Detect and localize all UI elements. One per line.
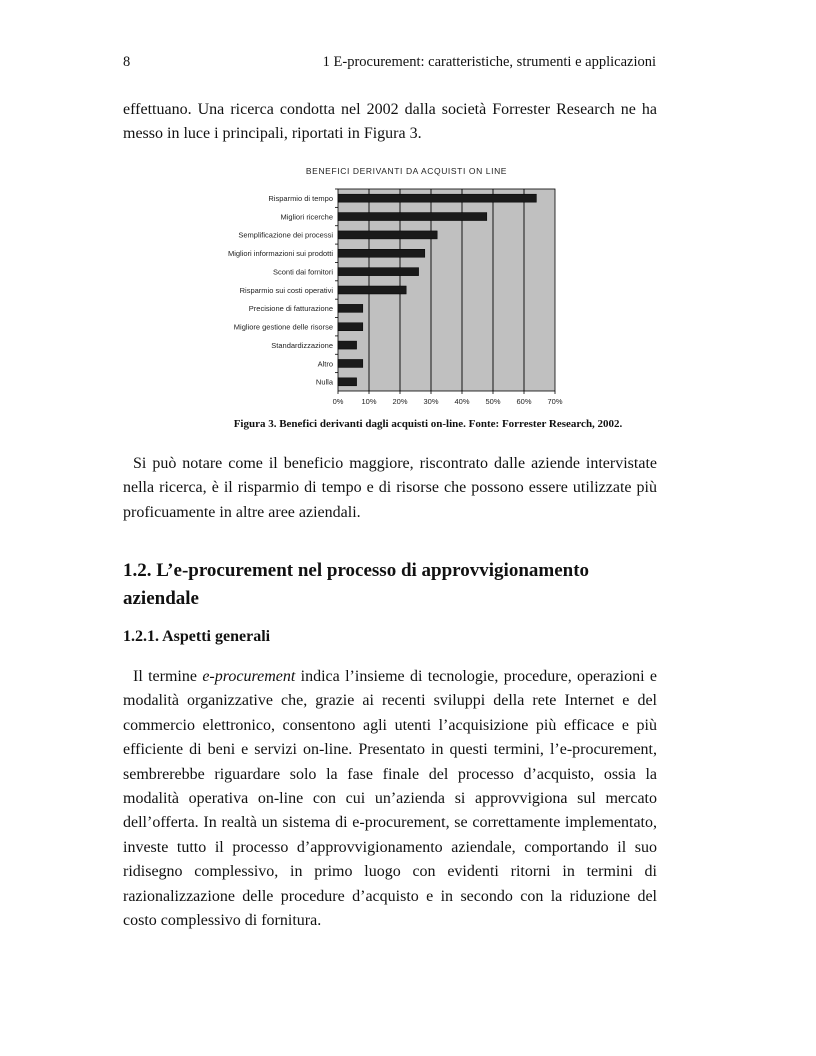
bar [338,268,419,276]
category-label: Nulla [315,377,333,387]
category-label: Altro [317,359,333,369]
bar [338,378,357,386]
category-label: Risparmio di tempo [268,193,333,203]
category-label: Risparmio sui costi operativi [239,285,333,295]
page-number: 8 [123,54,131,70]
running-title: 1 E-procurement: caratteristiche, strumenti e applicazioni [322,54,656,70]
bar [338,341,357,349]
figure-caption: Figura 3. Benefici derivanti dagli acquisti on-line. Fonte: Forrester Research, 2002. [233,418,623,430]
category-label: Sconti dai fornitori [272,267,333,277]
figure-3-chart [200,162,620,414]
body-rest: indica l’insieme di tecnologie, procedure, operazioni e modalità organizzative che, grazie ai recenti sviluppi della rete Internet e del commercio elettronico, consentono agli utenti l’acquisizione più efficace e più efficiente di beni e servizi on-line. Presentato in questi termini, l’e-procurement, sembrerebbe riguardare solo la fase finale del processo d’acquisto, ossia la modalità operativa on-line con cui un’azienda si approvvigiona sul mercato dell’offerta. In realtà un sistema di e-procurement, se correttamente implementato, investe tutto il processo d’approvvigionamento aziendale, comportando il suo ridisegno complessivo, in primo luogo con evidenti ritorni in termini di razionalizzazione delle procedure d’acquisto e in secondo con la riduzione del costo complessivo di fornitura. [123,668,658,930]
bar [338,304,363,312]
category-label: Standardizzazione [271,340,333,350]
intro-paragraph: effettuano. Una ricerca condotta nel 2002 dalla società Forrester Research ne ha messo in luce i principali, riportati in Figura 3. [123,101,657,143]
x-tick-label: 30% [423,397,439,406]
body-lead: Il termine [133,668,203,685]
category-label: Precisione di fatturazione [248,304,333,314]
x-tick-label: 50% [485,397,501,406]
bar [338,231,437,239]
page-header [123,54,656,74]
bar [338,323,363,331]
bar [338,194,536,202]
bar [338,249,425,257]
category-label: Migliori informazioni sui prodotti [227,249,333,259]
term-e-procurement: e-procurement [202,668,296,685]
category-label: Semplificazione dei processi [238,230,333,240]
bar [338,213,487,221]
subsection-title: 1.2.1. Aspetti generali [123,628,271,645]
x-tick-label: 20% [392,397,408,406]
body-paragraph [123,665,657,933]
section-title: 1.2. L’e-procurement nel processo di approvvigionamento aziendale [123,560,590,609]
category-label: Migliori ricerche [280,212,333,222]
bar [338,286,406,294]
x-tick-label: 60% [516,397,532,406]
category-label: Migliore gestione delle risorse [233,322,333,332]
bar [338,359,363,367]
comment-paragraph: Si può notare come il beneficio maggiore, riscontrato dalle aziende intervistate nella ricerca, è il risparmio di tempo e di risorse che possono essere utilizzate più proficuamente in altre aree aziendali. [123,455,657,521]
x-tick-label: 40% [454,397,470,406]
x-tick-label: 0% [332,397,344,406]
x-tick-label: 70% [547,397,563,406]
chart-title: BENEFICI DERIVANTI DA ACQUISTI ON LINE [305,166,508,176]
x-tick-label: 10% [361,397,377,406]
bar-chart-svg [200,162,620,414]
